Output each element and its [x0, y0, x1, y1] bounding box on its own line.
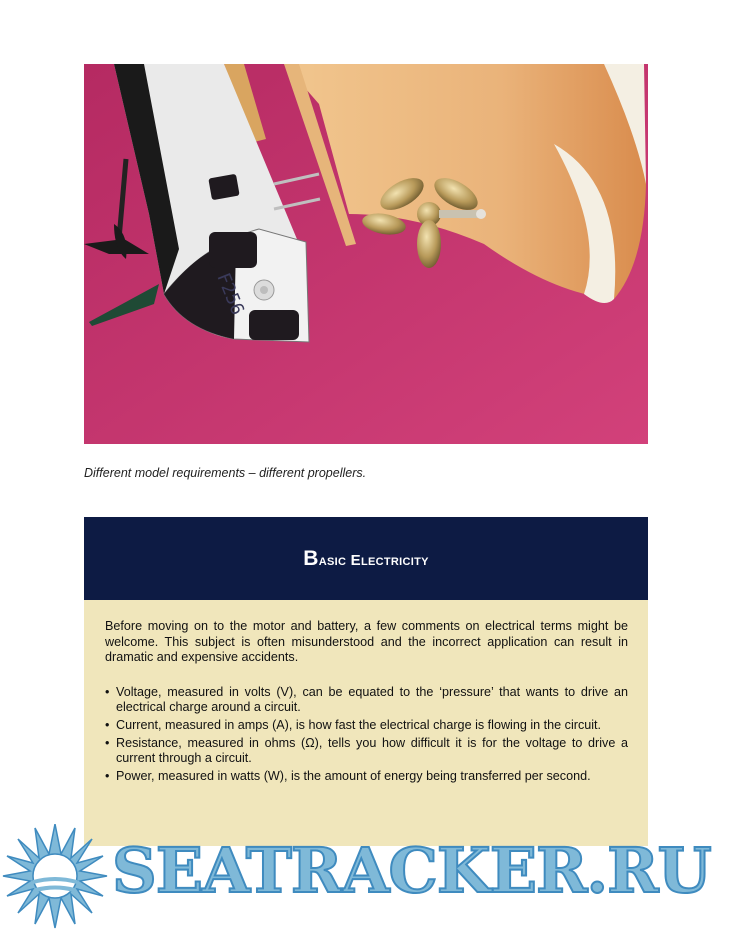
box-title: Basic Electricity [303, 546, 429, 570]
list-item: • Voltage, measured in volts (V), can be equated to the ‘pressure’ that wants to drive an electrical charge around a circuit. [105, 685, 628, 716]
term-list [105, 685, 628, 785]
list-item: • Current, measured in amps (A), is how fast the electrical charge is flowing in the circuit. [105, 718, 628, 734]
sidebar-box-body [84, 600, 648, 846]
list-item: • Resistance, measured in ohms (Ω), tells you how difficult it is for the voltage to drive a current through a circuit. [105, 736, 628, 767]
sidebar-box-header [84, 517, 648, 600]
photo-caption: Different model requirements – different propellers. [84, 466, 367, 480]
hull-marking: F256 [212, 270, 249, 319]
watermark-text: SEATRACKER.RU [112, 834, 711, 907]
propellers-photo [84, 64, 648, 444]
list-item: • Power, measured in watts (W), is the amount of energy being transferred per second. [105, 769, 628, 785]
intro-paragraph: Before moving on to the motor and battery, a few comments on electrical terms might be welcome. This subject is often misunderstood and the incorrect application can result in dramatic and expensive accidents. [105, 619, 628, 665]
